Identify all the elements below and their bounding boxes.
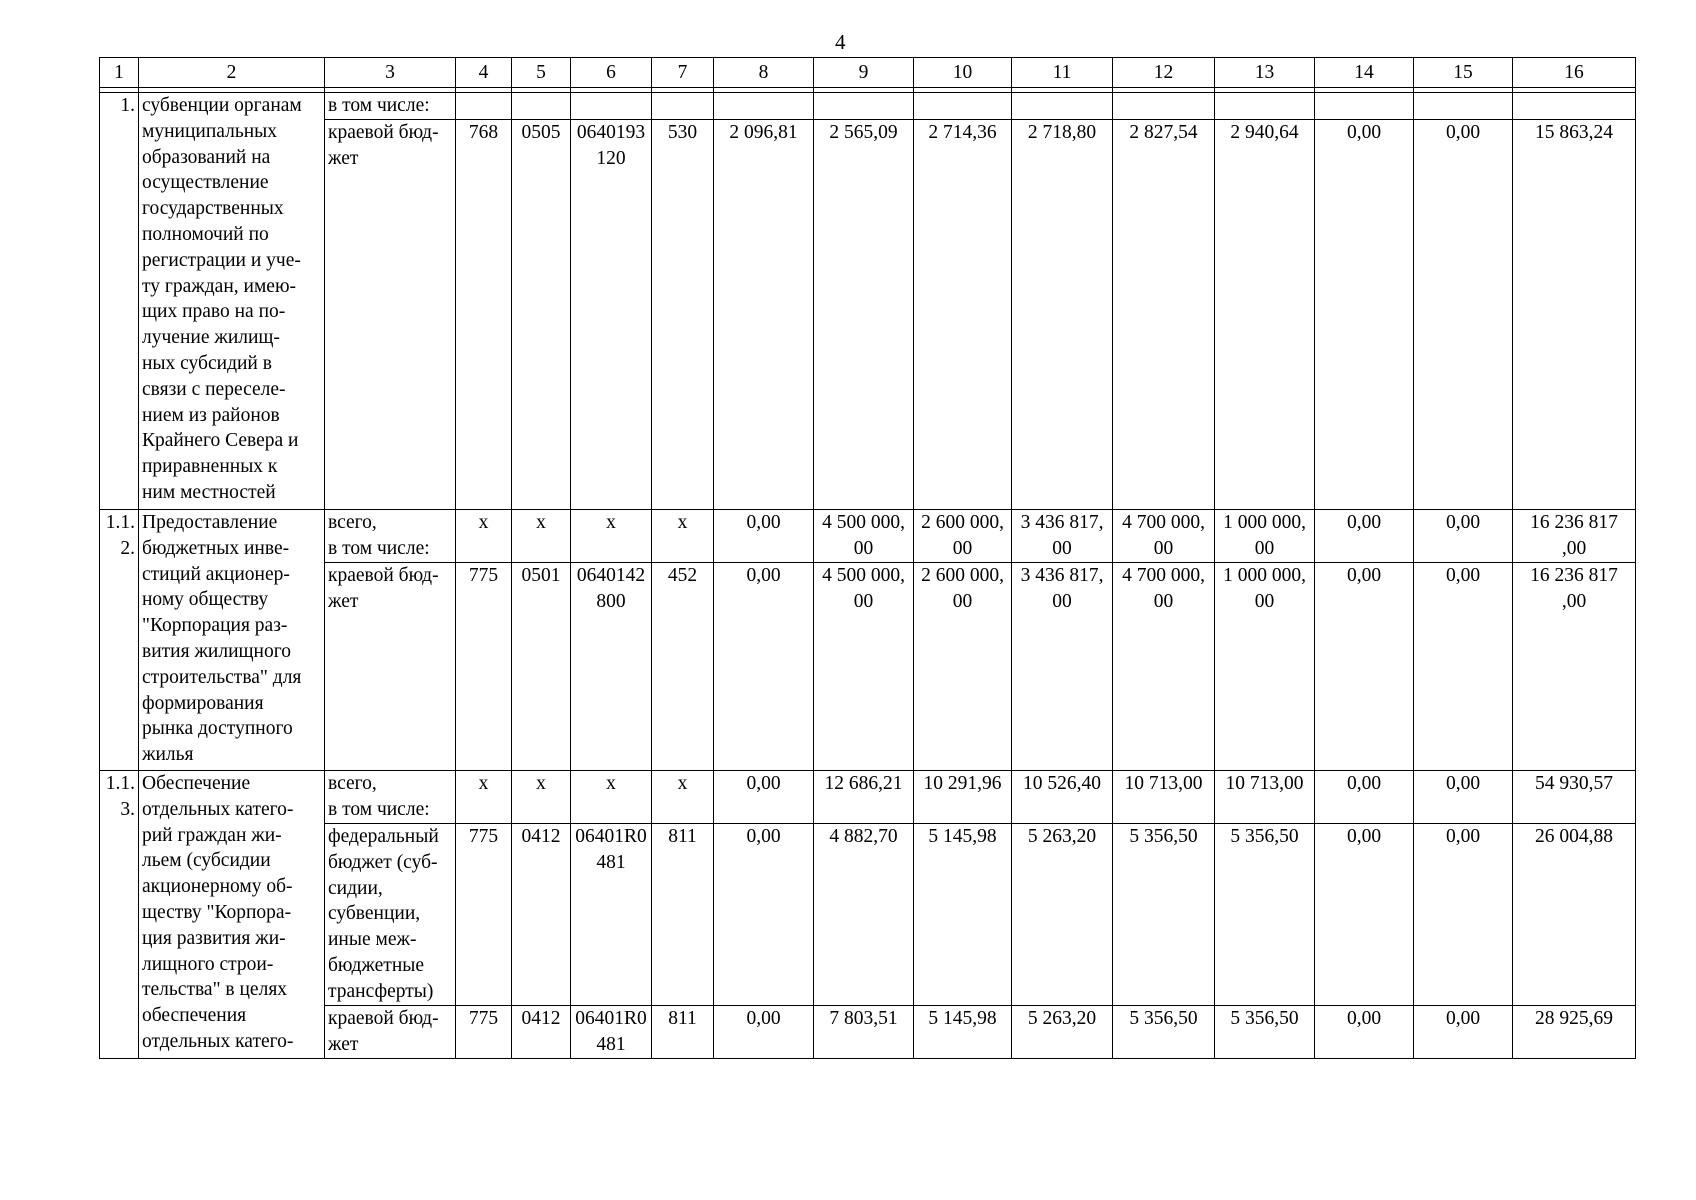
cell-c10: 10 291,96 [914, 771, 1012, 824]
cell-c4: 775 [456, 824, 512, 1006]
cell-c6: 0640193 120 [571, 120, 652, 510]
funding-source: всего, в том числе: [325, 771, 456, 824]
row-name: Обеспечение отдельных катего- рий граждан жи- льем (субсидии акционерному об- ществу "Корпора- ция развития жи- лищного строи- тельства" в целях обеспечения отдельных катего- [139, 771, 325, 1059]
cell-c5: x [512, 510, 571, 563]
row-name: субвенции органам муниципальных образований на осуществление государственных полномочий по регистрации и уче- ту граждан, имею- щих право на по- лучение жилищ- ных субсидий в связи с переселе- нием из районов Крайнего Севера и приравненных к ним местностей [139, 93, 325, 510]
cell-c6: 06401R0 481 [571, 1006, 652, 1059]
header-cell: 2 [139, 58, 325, 88]
header-cell: 3 [325, 58, 456, 88]
row-name: Предоставление бюджетных инве- стиций акционер- ному обществу "Корпорация раз- вития жилищного строительства" для формирования рынка доступного жилья [139, 510, 325, 771]
cell-c11: 5 263,20 [1012, 1006, 1113, 1059]
cell-c15: 0,00 [1414, 771, 1513, 824]
cell-c13: 2 940,64 [1215, 120, 1315, 510]
row-number: 1. [100, 93, 139, 510]
cell-c7: x [652, 510, 714, 563]
cell-c5: x [512, 771, 571, 824]
cell-c4: 775 [456, 563, 512, 771]
header-cell: 10 [914, 58, 1012, 88]
cell-c10: 2 600 000, 00 [914, 510, 1012, 563]
table-row [100, 771, 1636, 824]
cell-c10: 5 145,98 [914, 1006, 1012, 1059]
header-cell: 14 [1315, 58, 1414, 88]
header-cell: 5 [512, 58, 571, 88]
cell-c8: 0,00 [714, 563, 814, 771]
cell-c10: 5 145,98 [914, 824, 1012, 1006]
cell-c8: 0,00 [714, 824, 814, 1006]
cell-c15: 0,00 [1414, 1006, 1513, 1059]
cell-c13: 5 356,50 [1215, 1006, 1315, 1059]
cell-c9: 4 500 000, 00 [814, 510, 914, 563]
cell-c4: 775 [456, 1006, 512, 1059]
header-cell: 16 [1513, 58, 1636, 88]
funding-source: краевой бюд- жет [325, 120, 456, 510]
table-row [100, 510, 1636, 563]
cell-c13: 5 356,50 [1215, 824, 1315, 1006]
page-number: 4 [835, 30, 846, 54]
cell-c9: 2 565,09 [814, 120, 914, 510]
cell-c16: 16 236 817 ,00 [1513, 510, 1636, 563]
cell-c4: 768 [456, 120, 512, 510]
cell-c6: 0640142 800 [571, 563, 652, 771]
row-number: 1.1. 2. [100, 510, 139, 771]
cell-c11: 3 436 817, 00 [1012, 563, 1113, 771]
funding-source: всего, в том числе: [325, 510, 456, 563]
cell-c9: 7 803,51 [814, 1006, 914, 1059]
cell-c4: x [456, 510, 512, 563]
cell-c5: 0505 [512, 120, 571, 510]
cell-c12: 2 827,54 [1113, 120, 1215, 510]
cell-c9: 4 500 000, 00 [814, 563, 914, 771]
header-cell: 8 [714, 58, 814, 88]
cell-c7: 452 [652, 563, 714, 771]
cell-c11: 3 436 817, 00 [1012, 510, 1113, 563]
header-row [100, 58, 1636, 88]
cell-c8: 0,00 [714, 510, 814, 563]
cell-c6: x [571, 771, 652, 824]
cell-c14: 0,00 [1315, 771, 1414, 824]
cell-c9: 4 882,70 [814, 824, 914, 1006]
cell-c14: 0,00 [1315, 824, 1414, 1006]
table-row [100, 120, 1636, 510]
header-cell: 11 [1012, 58, 1113, 88]
table-row [100, 1006, 1636, 1059]
cell-c7: 530 [652, 120, 714, 510]
header-cell: 4 [456, 58, 512, 88]
cell-c8: 0,00 [714, 771, 814, 824]
cell-c5: 0412 [512, 824, 571, 1006]
budget-table [99, 57, 1636, 1059]
funding-source: краевой бюд- жет [325, 1006, 456, 1059]
table-row [100, 824, 1636, 1006]
cell-c12: 4 700 000, 00 [1113, 510, 1215, 563]
cell-c12: 10 713,00 [1113, 771, 1215, 824]
cell-c13: 10 713,00 [1215, 771, 1315, 824]
cell-c12: 5 356,50 [1113, 1006, 1215, 1059]
header-cell: 1 [100, 58, 139, 88]
cell-c14: 0,00 [1315, 510, 1414, 563]
cell-c4: x [456, 771, 512, 824]
header-cell: 13 [1215, 58, 1315, 88]
funding-source: краевой бюд- жет [325, 563, 456, 771]
funding-source: в том числе: [325, 93, 456, 120]
cell-c12: 4 700 000, 00 [1113, 563, 1215, 771]
cell-c15: 0,00 [1414, 824, 1513, 1006]
cell-c11: 10 526,40 [1012, 771, 1113, 824]
header-cell: 12 [1113, 58, 1215, 88]
cell-c5: 0412 [512, 1006, 571, 1059]
cell-c12: 5 356,50 [1113, 824, 1215, 1006]
header-cell: 6 [571, 58, 652, 88]
cell-c15: 0,00 [1414, 510, 1513, 563]
header-cell: 7 [652, 58, 714, 88]
cell-c10: 2 600 000, 00 [914, 563, 1012, 771]
header-cell: 9 [814, 58, 914, 88]
cell-c13: 1 000 000, 00 [1215, 563, 1315, 771]
cell-c14: 0,00 [1315, 563, 1414, 771]
cell-c8: 0,00 [714, 1006, 814, 1059]
row-number: 1.1. 3. [100, 771, 139, 1059]
cell-c16: 28 925,69 [1513, 1006, 1636, 1059]
cell-c10: 2 714,36 [914, 120, 1012, 510]
cell-c16: 16 236 817 ,00 [1513, 563, 1636, 771]
cell-c15: 0,00 [1414, 120, 1513, 510]
funding-source: федеральный бюджет (суб- сидии, субвенции, иные меж- бюджетные трансферты) [325, 824, 456, 1006]
cell-c7: 811 [652, 1006, 714, 1059]
cell-c9: 12 686,21 [814, 771, 914, 824]
table-row [100, 93, 1636, 120]
cell-c11: 5 263,20 [1012, 824, 1113, 1006]
cell-c14: 0,00 [1315, 1006, 1414, 1059]
cell-c8: 2 096,81 [714, 120, 814, 510]
cell-c5: 0501 [512, 563, 571, 771]
cell-c11: 2 718,80 [1012, 120, 1113, 510]
cell-c7: 811 [652, 824, 714, 1006]
cell-c6: 06401R0 481 [571, 824, 652, 1006]
cell-c7: x [652, 771, 714, 824]
cell-c15: 0,00 [1414, 563, 1513, 771]
cell-c16: 15 863,24 [1513, 120, 1636, 510]
cell-c13: 1 000 000, 00 [1215, 510, 1315, 563]
cell-c14: 0,00 [1315, 120, 1414, 510]
header-cell: 15 [1414, 58, 1513, 88]
cell-c16: 26 004,88 [1513, 824, 1636, 1006]
cell-c6: x [571, 510, 652, 563]
table-row [100, 563, 1636, 771]
cell-c16: 54 930,57 [1513, 771, 1636, 824]
